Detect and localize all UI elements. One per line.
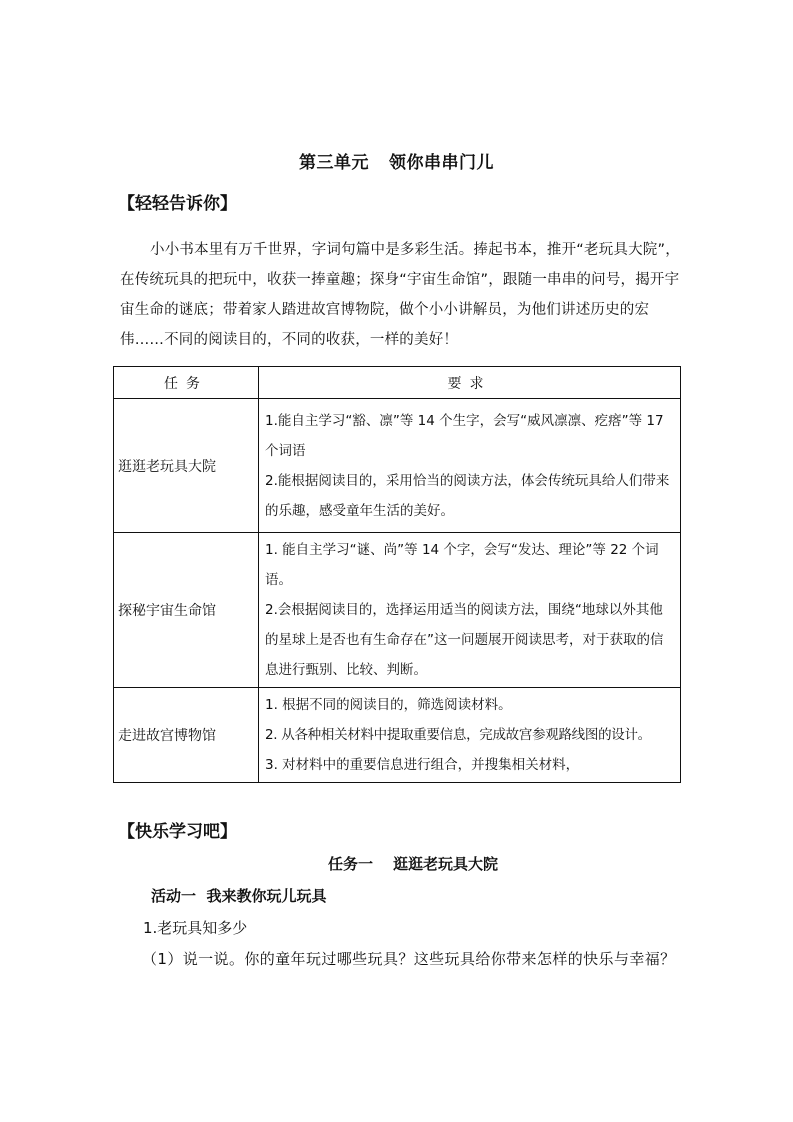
header-task: 任务 bbox=[114, 367, 259, 399]
activity1-heading: 活动一 我来教你玩儿玩具 bbox=[151, 887, 327, 905]
requirement-item: 2. 从各种相关材料中提取重要信息，完成故宫参观路线图的设计。 bbox=[265, 727, 651, 743]
requirement-item: 1. 能自主学习“谜、尚”等 14 个字，会写“发达、理论”等 22 个词语。 bbox=[265, 542, 659, 588]
requirement-item: 1.能自主学习“豁、凛”等 14 个生字，会写“威风凛凛、疙瘩”等 17 个词语 bbox=[265, 412, 664, 459]
task1-name: 逛逛老玩具大院 bbox=[393, 855, 499, 873]
requirement-item: 2.能根据阅读目的，采用恰当的阅读方法，体会传统玩具给人们带来的乐趣，感受童年生活的美好。 bbox=[265, 472, 670, 519]
unit-title-name: 领你串串门儿 bbox=[389, 153, 494, 173]
requirement-item: 3. 对材料中的重要信息进行组合，并搜集相关材料， bbox=[265, 757, 580, 773]
table-row bbox=[114, 399, 681, 533]
section-heading-tell-you: 【轻轻告诉你】 bbox=[118, 194, 237, 214]
requirement-item: 1. 根据不同的阅读目的，筛选阅读材料。 bbox=[265, 697, 512, 713]
task-cell: 逛逛老玩具大院 bbox=[114, 399, 259, 533]
requirement-cell bbox=[259, 688, 681, 783]
table-row bbox=[114, 688, 681, 783]
section-heading-happy-learning: 【快乐学习吧】 bbox=[118, 822, 237, 842]
task1-heading bbox=[328, 853, 498, 874]
question1-text: （1）说一说。你的童年玩过哪些玩具？这些玩具给你带来怎样的快乐与幸福？ bbox=[142, 950, 676, 968]
requirement-cell bbox=[259, 533, 681, 688]
task-cell: 探秘宇宙生命馆 bbox=[114, 533, 259, 688]
question1-paragraph bbox=[120, 944, 682, 974]
table-header-row bbox=[114, 367, 681, 399]
unit-title bbox=[0, 148, 793, 173]
task1-number: 任务一 bbox=[328, 855, 374, 873]
item1-text: 1.老玩具知多少 bbox=[143, 919, 248, 937]
requirements-table bbox=[113, 366, 681, 783]
requirement-item: 2.会根据阅读目的，选择运用适当的阅读方法，围绕“地球以外其他的星球上是否也有生命存在”这一问题展开阅读思考，对于获取的信息进行甄别、比较、判断。 bbox=[265, 602, 664, 678]
task-cell: 走进故宫博物馆 bbox=[114, 688, 259, 783]
intro-paragraph bbox=[120, 235, 680, 355]
table-row bbox=[114, 533, 681, 688]
intro-text: 小小书本里有万千世界，字词句篇中是多彩生活。捧起书本，推开“老玩具大院”，在传统玩具的把玩中，收获一捧童趣；探身“宇宙生命馆”，跟随一串串的问号，揭开宇宙生命的谜底；带着家人踏进故宫博物院，做个小小讲解员，为他们讲述历史的宏伟……不同的阅读目的，不同的收获，一样的美好！ bbox=[120, 242, 680, 348]
header-requirement: 要求 bbox=[259, 367, 681, 399]
requirement-cell bbox=[259, 399, 681, 533]
unit-title-number: 第三单元 bbox=[299, 153, 369, 173]
